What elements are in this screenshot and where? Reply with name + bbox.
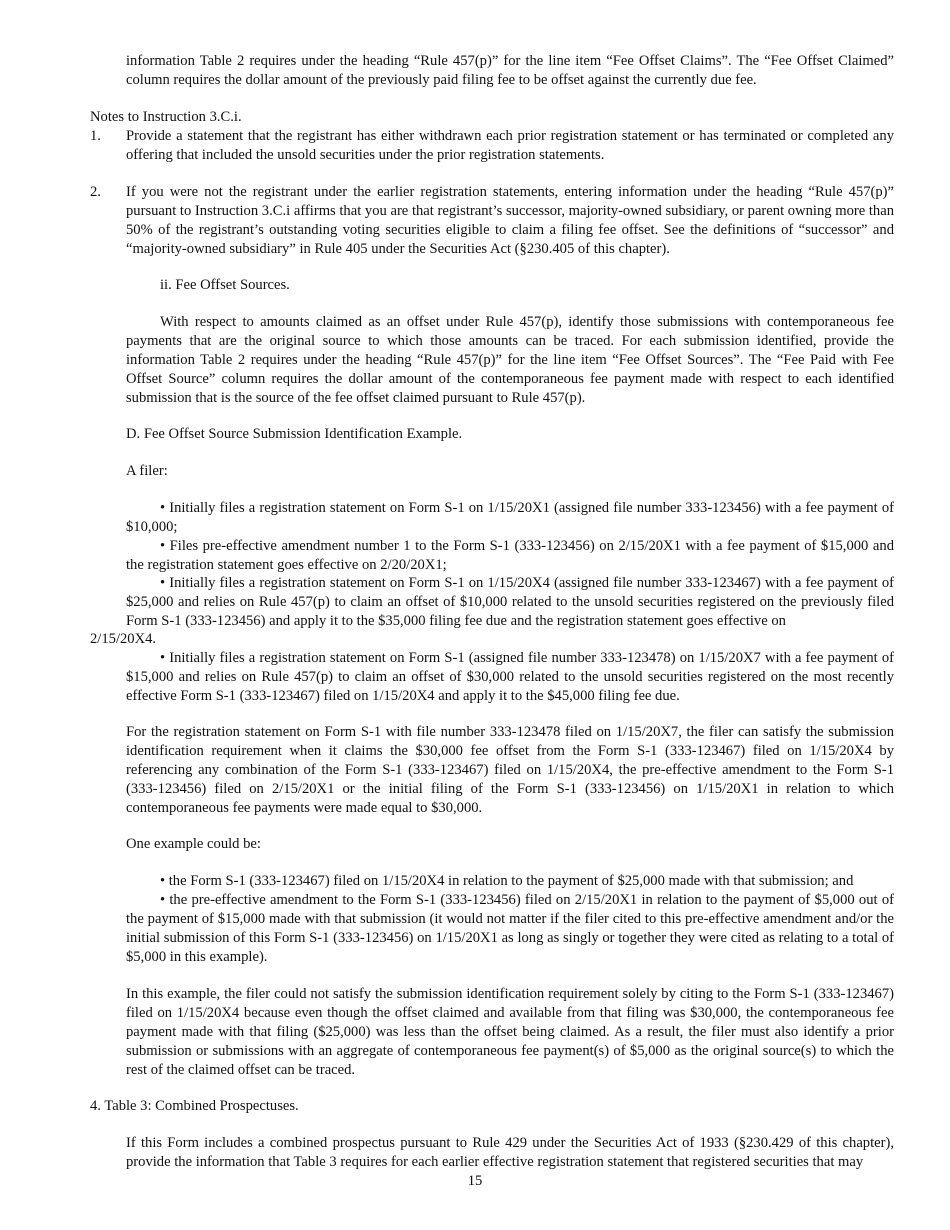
filer-bullet-3-date: 2/15/20X4. — [90, 631, 157, 647]
filer-bullet-1: • Initially files a registration statement on Form S-1 on 1/15/20X1 (assigned file number 333-123456) with a fee payment of $10,000; — [126, 500, 894, 535]
table3-paragraph: If this Form includes a combined prospectus pursuant to Rule 429 under the Securities Act of 1933 (§230.429 of this chapter), provide the information that Table 3 requires for each earlier effective registration statement that registered securities that may — [126, 1135, 894, 1170]
filer-bullet-3: • Initially files a registration statement on Form S-1 on 1/15/20X4 (assigned file number 333-123467) with a fee payment of $25,000 and relies on Rule 457(p) to claim an offset of $10,000 related to the unsold securities registered on the previously filed Form S-1 (333-123456) and apply it to the $35,000 filing fee due and the registration statement goes effective on — [126, 575, 894, 629]
filer-bullet-2: • Files pre-effective amendment number 1 to the Form S-1 (333-123456) on 2/15/20X1 with a fee payment of $15,000 and the registration statement goes effective on 2/20/20X1; — [126, 538, 894, 573]
analysis-paragraph: For the registration statement on Form S-1 with file number 333-123478 filed on 1/15/20X7, the filer can satisfy the submission identification requirement when it claims the $30,000 fee offset from the Form S-1 (333-123467) filed on 1/15/20X4 by referencing any combination of the Form S-1 (333-123467) filed on 1/15/20X4, the pre-effective amendment to the Form S-1 (333-123456) filed on 2/15/20X1 or the initial filing of the Form S-1 (333-123456) on 1/15/20X1 in relation to which contemporaneous fee payments were made equal to $30,000. — [126, 724, 894, 816]
note-1-text: Provide a statement that the registrant has either withdrawn each prior registration statement or has terminated or completed any offering that included the unsold securities under the prior registration statements. — [126, 128, 894, 163]
filer-label: A filer: — [126, 463, 168, 479]
fee-offset-sources-heading: ii. Fee Offset Sources. — [160, 277, 290, 293]
top-continuation-paragraph: information Table 2 requires under the heading “Rule 457(p)” for the line item “Fee Offset Claims”. The “Fee Offset Claimed” column requires the dollar amount of the previously paid filing fee to be offset against the currently due fee. — [126, 53, 894, 88]
note-1-number: 1. — [90, 128, 101, 144]
conclusion-paragraph: In this example, the filer could not satisfy the submission identification requirement solely by citing to the Form S-1 (333-123467) filed on 1/15/20X4 because even though the offset claimed and available from that filing was $30,000, the contemporaneous fee payment made with that filing ($25,000) was less than the offset being claimed. As a result, the filer must also identify a prior submission or submissions with an aggregate of contemporaneous fee payment(s) of $5,000 as the original source(s) to which the rest of the claimed offset can be traced. — [126, 986, 894, 1078]
note-2-number: 2. — [90, 184, 101, 200]
page-number: 15 — [467, 1173, 483, 1189]
example-heading: D. Fee Offset Source Submission Identification Example. — [126, 426, 463, 442]
example-bullet-1: • the Form S-1 (333-123467) filed on 1/15/20X4 in relation to the payment of $25,000 made with that submission; and — [160, 873, 854, 889]
filer-bullet-4: • Initially files a registration statement on Form S-1 (assigned file number 333-123478) on 1/15/20X7 with a fee payment of $15,000 and relies on Rule 457(p) to claim an offset of $30,000 related to the unsold securities registered on the most recently effective Form S-1 (333-123467) filed on 1/15/20X4 and apply it to the $45,000 filing fee due. — [126, 650, 894, 704]
note-2-text: If you were not the registrant under the earlier registration statements, entering information under the heading “Rule 457(p)” pursuant to Instruction 3.C.i affirms that you are that registrant’s successor, majority-owned subsidiary, or parent owning more than 50% of the registrant’s outstanding voting securities eligible to claim a filing fee offset. See the definitions of “successor” and “majority-owned subsidiary” in Rule 405 under the Securities Act (§230.405 of this chapter). — [126, 184, 894, 257]
notes-heading: Notes to Instruction 3.C.i. — [90, 109, 242, 125]
example-bullet-2: • the pre-effective amendment to the Form S-1 (333-123456) filed on 2/15/20X1 in relation to the payment of $5,000 out of the payment of $15,000 made with that submission (it would not matter if the filer cited to this pre-effective amendment and/or the initial submission of this Form S-1 (333-123456) on 1/15/20X1 as long as singly or together they were cited as relating to a total of $5,000 in this example). — [126, 892, 894, 965]
table3-heading: 4. Table 3: Combined Prospectuses. — [90, 1098, 299, 1114]
one-example-label: One example could be: — [126, 836, 261, 852]
fee-offset-sources-paragraph: With respect to amounts claimed as an offset under Rule 457(p), identify those submissions with contemporaneous fee payments that are the original source to which those amounts can be traced. For each submission identified, provide the information Table 2 requires under the heading “Rule 457(p)” for the line item “Fee Offset Sources”. The “Fee Paid with Fee Offset Source” column requires the dollar amount of the contemporaneous fee payment made with respect to each identified submission that is the source of the fee offset claimed pursuant to Rule 457(p). — [126, 314, 894, 406]
